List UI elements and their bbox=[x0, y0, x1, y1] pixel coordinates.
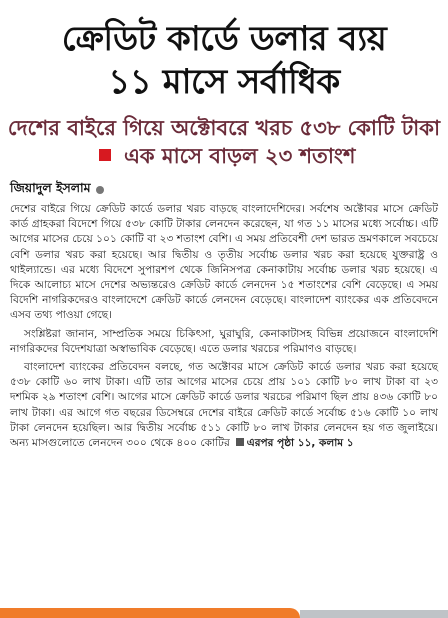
headline-line-1: ক্রেডিট কার্ডে ডলার ব্যয় bbox=[61, 19, 387, 59]
page-bottom-strip bbox=[0, 602, 448, 618]
subhead-part-1: দেশের বাইরে গিয়ে অক্টোবরে খরচ ৫৩৮ কোটি টাকা bbox=[7, 116, 441, 140]
headline bbox=[0, 0, 448, 104]
continuation-note bbox=[230, 437, 354, 449]
paragraph-2: সংশ্লিষ্টরা জানান, সাম্প্রতিক সময়ে চিকিৎসা, ঘুরাঘুরি, কেনাকাটাসহ বিভিন্ন প্রয়োজনে বাংলাদেশি নাগরিকদের বিদেশযাত্রা অস্বাভাবিক বেড়েছে। এতে ডলার খরচের পরিমাণও বাড়ছে। bbox=[10, 327, 438, 355]
subhead-part-2: এক মাসে বাড়ল ২৩ শতাংশ bbox=[123, 144, 356, 168]
subheadline bbox=[6, 114, 442, 170]
article-body bbox=[10, 202, 438, 451]
author-name: জিয়াদুল ইসলাম bbox=[10, 180, 91, 195]
byline bbox=[10, 180, 438, 200]
paragraph-3-text: বাংলাদেশ ব্যাংকের প্রতিবেদন বলছে, গত অক্টোবর মাসে ক্রেডিট কার্ডে ডলার খরচ করা হয়েছে ৫৩৮ কোটি ৬০ লাখ টাকা। এটি তার আগের মাসের চেয়ে প্রায় ১০১ কোটি ৮০ লাখ টাকা বা ২৩ দশমিক ২৯ শতাংশ বেশি। আগের মাসে ক্রেডিট কার্ডে ডলার খরচের পরিমাণ ছিল প্রায় ৪৩৬ কোটি ৮০ লাখ টাকা। এর আগে গত বছরের ডিসেম্বরে দেশের বাইরে ক্রেডিট কার্ডে সর্বোচ্চ ৫১৬ কোটি ১০ লাখ টাকা লেনদেন হয়েছিল। আর দ্বিতীয় সর্বোচ্চ ৫১১ কোটি ৮০ লাখ টাকার লেনদেন হয় গত জুলাইয়ে। অন্য মাসগুলোতে লেনদেন ৩০০ থেকে ৪০০ কোটির bbox=[10, 361, 438, 450]
grey-band bbox=[300, 610, 448, 618]
continuation-text: এরপর পৃষ্ঠা ১১, কলাম ১ bbox=[246, 437, 354, 450]
paragraph-1: দেশের বাইরে গিয়ে ক্রেডিট কার্ডে ডলার খরচ বাড়ছে বাংলাদেশিদের। সর্বশেষ অক্টোবর মাসে ক্রেডিট কার্ড গ্রাহকরা বিদেশে গিয়ে ৫৩৮ কোটি টাকার লেনদেন করেছেন, যা গত ১১ মাসের মধ্যে সর্বোচ্চ। এটি আগের মাসের চেয়ে ১০১ কোটি বা ২৩ শতাংশ বেশি। এ সময় প্রতিবেশী দেশ ভারত ভ্রমণকালে সবচেয়ে বেশি ডলার খরচ করা হয়েছে। আর দ্বিতীয় ও তৃতীয় সর্বোচ্চ ডলার খরচ করা হয়েছে যুক্তরাষ্ট্র ও থাইল্যান্ডে। এর মধ্যে বিদেশে সুপারশপ থেকে জিনিসপত্র কেনাকাটায় সর্বোচ্চ ডলার খরচ হয়েছে। এ দিকে আলোচ্য মাসে দেশের অভ্যন্তরেও ক্রেডিট কার্ডে লেনদেন ১৫ শতাংশের বেশি বেড়েছে। এ সময় বিদেশি নাগরিকদেরও বাংলাদেশে ক্রেডিট কার্ডে লেনদেন বেড়েছে। বাংলাদেশ ব্যাংকের এক প্রতিবেদনে এসব তথ্য পাওয়া গেছে। bbox=[10, 203, 438, 322]
byline-dot-icon bbox=[96, 186, 104, 194]
red-square-bullet-icon bbox=[99, 149, 111, 161]
grey-square-bullet-icon bbox=[236, 438, 244, 446]
headline-line-2: ১১ মাসে সর্বাধিক bbox=[108, 62, 340, 102]
paragraph-3 bbox=[10, 360, 438, 451]
orange-band bbox=[0, 608, 300, 618]
